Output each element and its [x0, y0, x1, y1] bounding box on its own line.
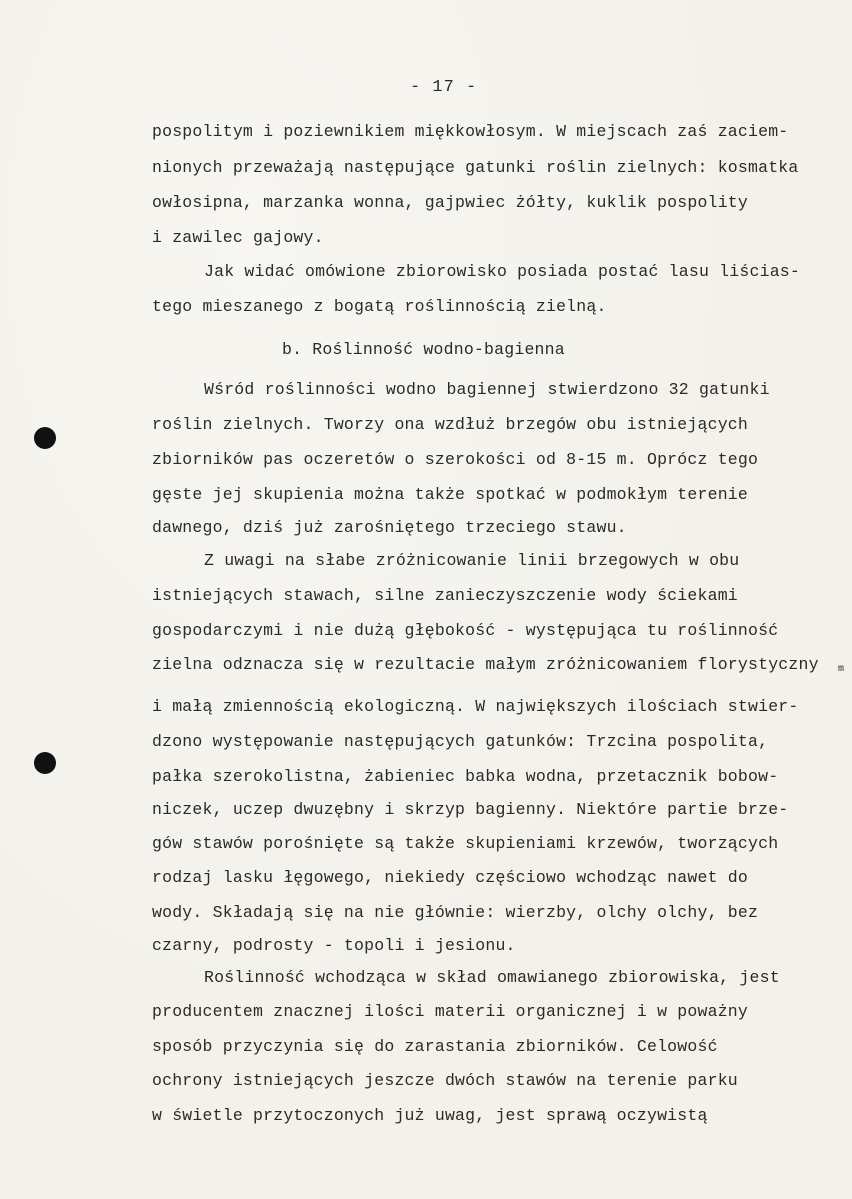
- text-line: dawnego, dziś już zarośniętego trzeciego stawu.: [152, 518, 627, 537]
- text-line: producentem znacznej ilości materii organicznej i w poważny: [152, 1002, 748, 1021]
- text-line: zielna odznacza się w rezultacie małym zróżnicowaniem florystyczny: [152, 655, 819, 674]
- text-line: gospodarczymi i nie dużą głębokość - występująca tu roślinność: [152, 621, 779, 640]
- text-line: zbiorników pas oczeretów o szerokości od 8-15 m. Oprócz tego: [152, 450, 759, 469]
- section-heading: b. Roślinność wodno-bagienna: [282, 340, 565, 359]
- text-line: rodzaj lasku łęgowego, niekiedy częściowo wchodząc nawet do: [152, 868, 748, 887]
- text-line: wody. Składają się na nie głównie: wierzby, olchy olchy, bez: [152, 903, 759, 922]
- page-number: - 17 -: [410, 78, 478, 97]
- punch-hole: [34, 427, 56, 449]
- punch-hole: [34, 752, 56, 774]
- margin-mark: m: [838, 664, 845, 675]
- text-line: istniejących stawach, silne zanieczyszczenie wody ściekami: [152, 586, 738, 605]
- text-line: dzono występowanie następujących gatunków: Trzcina pospolita,: [152, 732, 769, 751]
- text-line: sposób przyczynia się do zarastania zbiorników. Celowość: [152, 1037, 718, 1056]
- text-line: Roślinność wchodząca w skład omawianego zbiorowiska, jest: [204, 968, 780, 987]
- text-line: owłosipna, marzanka wonna, gajpwiec żółty, kuklik pospolity: [152, 193, 748, 212]
- text-line: tego mieszanego z bogatą roślinnością zielną.: [152, 297, 607, 316]
- text-line: pałka szerokolistna, żabieniec babka wodna, przetacznik bobow-: [152, 767, 779, 786]
- text-line: Wśród roślinności wodno bagiennej stwierdzono 32 gatunki: [204, 380, 770, 399]
- text-line: niczek, uczep dwuzębny i skrzyp bagienny. Niektóre partie brze-: [152, 800, 789, 819]
- text-line: nionych przeważają następujące gatunki roślin zielnych: kosmatka: [152, 158, 799, 177]
- text-line: Z uwagi na słabe zróżnicowanie linii brzegowych w obu: [204, 551, 740, 570]
- text-line: i zawilec gajowy.: [152, 228, 324, 247]
- text-line: gęste jej skupienia można także spotkać w podmokłym terenie: [152, 485, 748, 504]
- text-line: w świetle przytoczonych już uwag, jest sprawą oczywistą: [152, 1106, 708, 1125]
- text-line: czarny, podrosty - topoli i jesionu.: [152, 936, 516, 955]
- text-line: Jak widać omówione zbiorowisko posiada postać lasu liścias-: [204, 262, 800, 281]
- text-line: gów stawów porośnięte są także skupieniami krzewów, tworzących: [152, 834, 779, 853]
- text-line: pospolitym i poziewnikiem miękkowłosym. W miejscach zaś zaciem-: [152, 122, 789, 141]
- text-line: roślin zielnych. Tworzy ona wzdłuż brzegów obu istniejących: [152, 415, 748, 434]
- text-line: i małą zmiennością ekologiczną. W największych ilościach stwier-: [152, 697, 799, 716]
- text-line: ochrony istniejących jeszcze dwóch stawów na terenie parku: [152, 1071, 738, 1090]
